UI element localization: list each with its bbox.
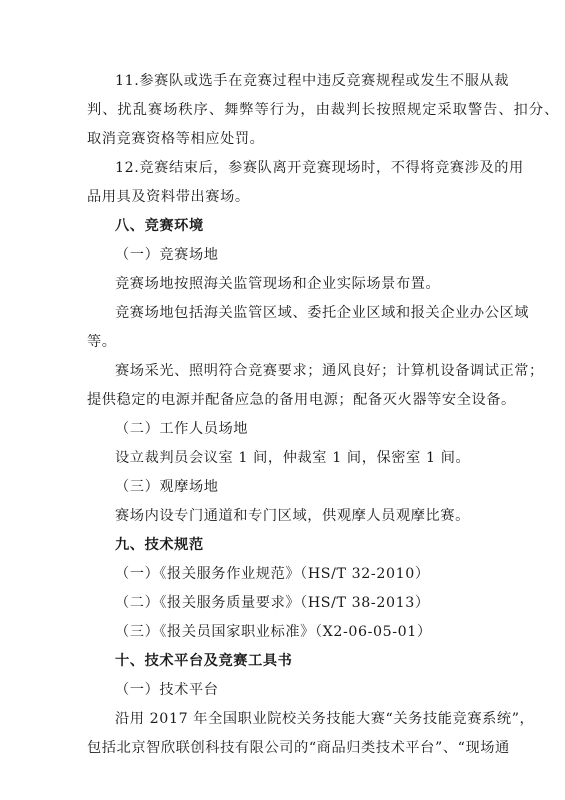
- list-item: （一）《报关服务作业规范》（HS/T 32-2010）: [115, 566, 430, 582]
- section-heading: 九、技术规范: [115, 537, 204, 553]
- text-line: 竞赛场地包括海关监管区域、委托企业区域和报关企业办公区域: [115, 305, 530, 321]
- subsection-heading: （一）技术平台: [115, 682, 219, 698]
- text-line: 设立裁判员会议室 1 间，仲裁室 1 间，保密室 1 间。: [115, 450, 471, 466]
- text-line: 判、扰乱赛场秩序、舞弊等行为，由裁判长按照规定采取警告、扣分、: [87, 102, 560, 118]
- text-line: 品用具及资料带出赛场。: [87, 189, 250, 205]
- text-line: 包括北京智欣联创科技有限公司的“商品归类技术平台”、“现场通: [87, 740, 510, 756]
- subsection-heading: （二）工作人员场地: [115, 421, 249, 437]
- text-line: 提供稳定的电源并配备应急的备用电源；配备灭火器等安全设备。: [87, 392, 516, 408]
- list-item: （二）《报关服务质量要求》（HS/T 38-2013）: [115, 595, 430, 611]
- text-line: 12.竞赛结束后，参赛队离开竞赛现场时，不得将竞赛涉及的用: [115, 160, 524, 176]
- section-heading: 十、技术平台及竞赛工具书: [115, 653, 293, 669]
- text-line: 赛场采光、照明符合竞赛要求；通风良好；计算机设备调试正常；: [115, 363, 544, 379]
- subsection-heading: （一）竞赛场地: [115, 247, 219, 263]
- text-line: 等。: [87, 334, 117, 350]
- text-line: 赛场内设专门通道和专门区域，供观摩人员观摩比赛。: [115, 508, 470, 524]
- text-line: 竞赛场地按照海关监管现场和企业实际场景布置。: [115, 276, 441, 292]
- subsection-heading: （三）观摩场地: [115, 479, 219, 495]
- text-line: 11.参赛队或选手在竞赛过程中违反竞赛规程或发生不服从裁: [115, 73, 510, 89]
- list-item: （三）《报关员国家职业标准》（X2-06-05-01）: [115, 624, 432, 640]
- section-heading: 八、竞赛环境: [115, 218, 204, 234]
- text-line: 取消竞赛资格等相应处罚。: [87, 131, 265, 147]
- text-line: 沿用 2017 年全国职业院校关务技能大赛“关务技能竞赛系统”，: [115, 711, 535, 727]
